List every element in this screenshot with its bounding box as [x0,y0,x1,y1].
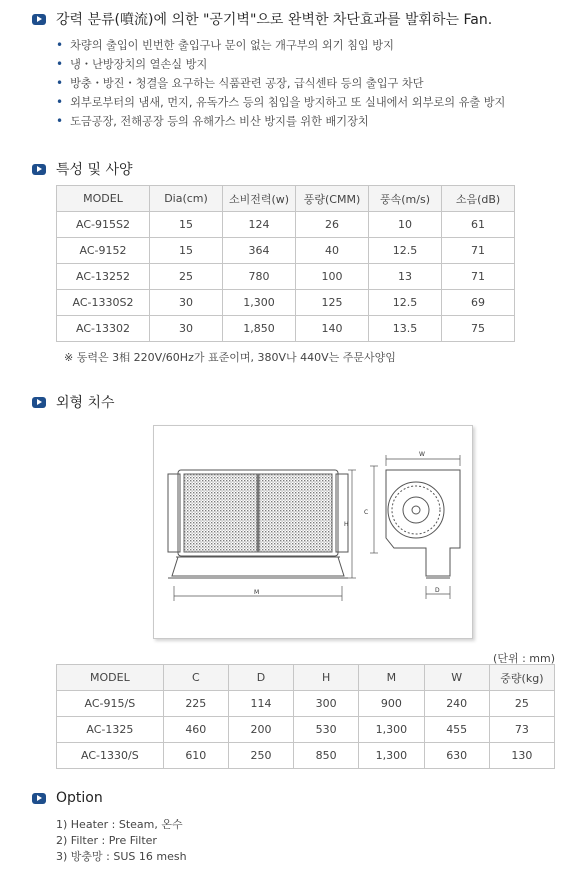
table-cell: 780 [223,264,296,290]
dims-header-row [57,665,555,691]
dims-col-header: C [163,665,228,691]
table-cell: 12.5 [369,238,442,264]
dimension-diagram [153,425,473,639]
table-cell: 850 [294,743,359,769]
dims-col-header: D [228,665,293,691]
feature-item: • 차량의 출입이 빈번한 출입구나 문이 없는 개구부의 외기 침입 방지 [56,36,505,55]
option-item: 3) 방충망 : SUS 16 mesh [56,850,187,863]
table-cell: AC-915/S [57,691,164,717]
dims-col-header: H [294,665,359,691]
table-cell: 71 [442,264,515,290]
table-cell: 40 [296,238,369,264]
table-cell: 225 [163,691,228,717]
table-cell: AC-13252 [57,264,150,290]
table-cell: 455 [424,717,489,743]
intro-heading [32,9,492,29]
table-cell: AC-13302 [57,316,150,342]
section-bullet-icon [32,164,46,175]
dimension-drawing [154,426,472,638]
dim-label-c: C [364,509,369,516]
table-cell: 460 [163,717,228,743]
table-cell: 15 [150,212,223,238]
front-view [168,470,356,601]
spec-col-header: MODEL [57,186,150,212]
table-cell: 900 [359,691,424,717]
table-cell: 73 [489,717,554,743]
option-heading-text: Option [56,790,103,806]
table-cell: 240 [424,691,489,717]
spec-col-header: 풍속(m/s) [369,186,442,212]
table-cell: 61 [442,212,515,238]
spec-heading [32,159,133,179]
option-list [56,817,187,865]
table-cell: 71 [442,238,515,264]
dim-label-w: W [419,451,425,458]
table-cell: 25 [489,691,554,717]
section-bullet-icon [32,793,46,804]
table-cell: 13 [369,264,442,290]
table-row [57,316,515,342]
table-cell: 10 [369,212,442,238]
feature-item: • 외부로부터의 냄새, 먼지, 유독가스 등의 침입을 방지하고 또 실내에서 외부로의 유출 방지 [56,93,505,112]
table-cell: AC-9152 [57,238,150,264]
table-cell: 200 [228,717,293,743]
table-cell: 30 [150,316,223,342]
side-view [370,455,460,599]
table-cell: 610 [163,743,228,769]
table-cell: 124 [223,212,296,238]
table-cell: 100 [296,264,369,290]
dim-label-h: H [344,521,349,528]
table-cell: 13.5 [369,316,442,342]
table-cell: AC-915S2 [57,212,150,238]
dims-heading [32,392,115,412]
feature-list [56,36,505,131]
table-cell: 75 [442,316,515,342]
table-row [57,290,515,316]
table-cell: 300 [294,691,359,717]
option-heading [32,790,103,806]
spec-col-header: 소비전력(w) [223,186,296,212]
dimension-table [56,664,555,769]
table-cell: 12.5 [369,290,442,316]
table-cell: 140 [296,316,369,342]
table-cell: 1,850 [223,316,296,342]
section-bullet-icon [32,14,46,25]
table-cell: 364 [223,238,296,264]
table-cell: 530 [294,717,359,743]
dims-col-header: W [424,665,489,691]
table-cell: 1,300 [223,290,296,316]
table-row [57,212,515,238]
dim-label-d: D [435,587,440,594]
table-cell: AC-1330S2 [57,290,150,316]
table-cell: 25 [150,264,223,290]
table-cell: 250 [228,743,293,769]
table-cell: 26 [296,212,369,238]
feature-item: • 방충・방진・청결을 요구하는 식품관련 공장, 급식센타 등의 출입구 차단 [56,74,505,93]
table-cell: 630 [424,743,489,769]
dims-col-header: 중량(kg) [489,665,554,691]
feature-item: • 냉・난방장치의 열손실 방지 [56,55,505,74]
table-row [57,238,515,264]
table-row [57,743,555,769]
table-cell: 114 [228,691,293,717]
table-cell: 1,300 [359,717,424,743]
table-cell: AC-1325 [57,717,164,743]
table-cell: AC-1330/S [57,743,164,769]
spec-col-header: 풍량(CMM) [296,186,369,212]
spec-table [56,185,515,342]
feature-item: • 도금공장, 전해공장 등의 유해가스 비산 방지를 위한 배기장치 [56,112,505,131]
dims-col-header: M [359,665,424,691]
intro-title: 강력 분류(噴流)에 의한 "공기벽"으로 완벽한 차단효과를 발휘하는 Fan. [56,12,493,28]
dims-heading-text: 외형 치수 [56,395,115,411]
spec-col-header: 소음(dB) [442,186,515,212]
table-cell: 125 [296,290,369,316]
table-row [57,264,515,290]
table-cell: 1,300 [359,743,424,769]
spec-header-row [57,186,515,212]
unit-label: (단위 : mm) [493,652,555,665]
power-note: ※ 동력은 3相 220V/60Hz가 표준이며, 380V나 440V는 주문사양임 [64,351,396,364]
table-row [57,691,555,717]
dims-col-header: MODEL [57,665,164,691]
table-cell: 69 [442,290,515,316]
spec-heading-text: 특성 및 사양 [56,162,133,178]
table-cell: 30 [150,290,223,316]
option-item: 1) Heater : Steam, 온수 [56,818,183,831]
table-cell: 130 [489,743,554,769]
table-cell: 15 [150,238,223,264]
spec-col-header: Dia(cm) [150,186,223,212]
option-item: 2) Filter : Pre Filter [56,834,157,847]
section-bullet-icon [32,397,46,408]
table-row [57,717,555,743]
dim-label-m: M [254,589,260,596]
